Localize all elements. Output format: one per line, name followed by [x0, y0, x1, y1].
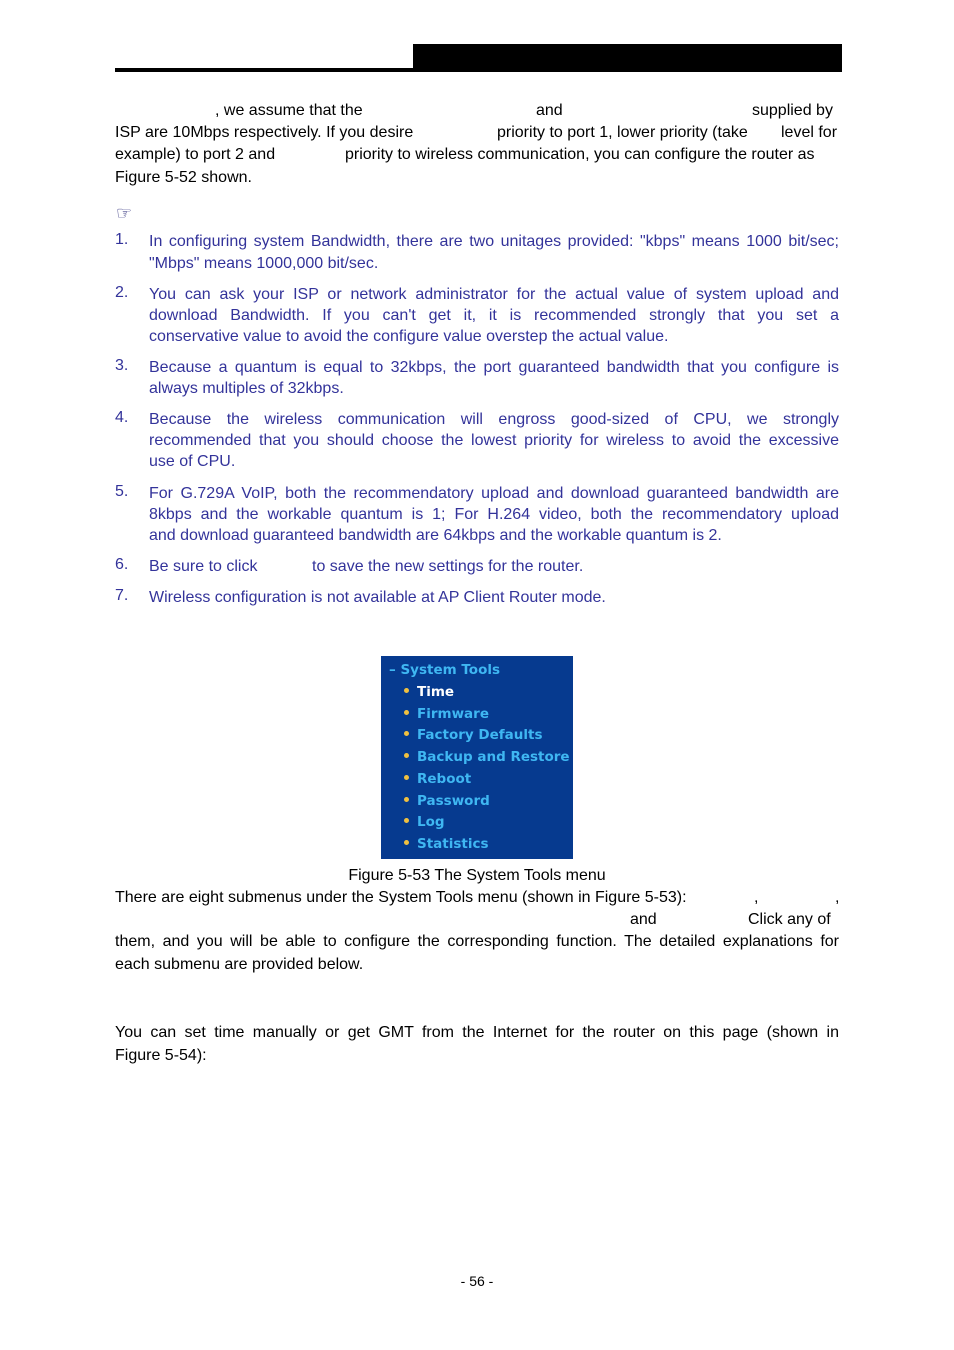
- figure-caption: Figure 5-53 The System Tools menu: [348, 867, 606, 884]
- menu-item-time[interactable]: [404, 684, 454, 700]
- intro-text: and: [536, 102, 563, 119]
- menu-item-firmware[interactable]: [404, 706, 489, 722]
- note-number: 6.: [115, 556, 129, 573]
- paragraph-text: and: [630, 911, 657, 928]
- header-bar: [413, 44, 842, 72]
- note-line: recommended that you should choose the lowest priority for wireless to avoid the excessive: [149, 432, 839, 449]
- bullet-icon: [404, 840, 409, 845]
- intro-paragraph: [115, 100, 839, 190]
- bullet-icon: [404, 775, 409, 780]
- note-line: and download guaranteed bandwidth are 64kbps and the workable quantum is 2.: [149, 527, 722, 544]
- menu-item-label: Password: [417, 793, 490, 809]
- note-line: download Bandwidth. If you can't get it, it is recommended strongly that you set a: [149, 307, 839, 324]
- note-line: Because a quantum is equal to 32kbps, the port guaranteed bandwidth that you configure is: [149, 359, 839, 376]
- note-number: 3.: [115, 357, 129, 374]
- note-line: Wireless configuration is not available at AP Client Router mode.: [149, 589, 606, 606]
- intro-text: , we assume that the: [215, 102, 363, 119]
- paragraph-text: You can set time manually or get GMT from the Internet for the router on this page (shown in: [115, 1024, 839, 1041]
- paragraph-text: Figure 5-54):: [115, 1047, 207, 1064]
- note-pointing-hand-icon: ☞: [116, 203, 133, 224]
- bullet-icon: [404, 753, 409, 758]
- paragraph-text: them, and you will be able to configure the corresponding function. The detailed explanations for: [115, 933, 839, 950]
- bullet-icon: [404, 797, 409, 802]
- note-line: Because the wireless communication will engross good-sized of CPU, we strongly: [149, 411, 839, 428]
- note-line: "Mbps" means 1000,000 bit/sec.: [149, 255, 379, 272]
- menu-item-label: Log: [417, 814, 445, 830]
- intro-text: level for: [781, 124, 838, 141]
- intro-text: example) to port 2 and: [115, 146, 276, 163]
- menu-item-factory-defaults[interactable]: [404, 727, 543, 743]
- bullet-icon: [404, 818, 409, 823]
- paragraph-text: ,: [835, 889, 840, 906]
- note-number: 4.: [115, 409, 129, 426]
- header-rule: [115, 68, 413, 72]
- note-number: 5.: [115, 483, 129, 500]
- note-line: For G.729A VoIP, both the recommendatory upload and download guaranteed bandwidth are: [149, 485, 839, 502]
- note-number: 2.: [115, 284, 129, 301]
- note-line: always multiples of 32kbps.: [149, 380, 344, 397]
- note-line: Be sure to click: [149, 558, 258, 575]
- menu-item-label: Time: [417, 684, 455, 700]
- page-number: - 56 -: [460, 1273, 494, 1289]
- menu-item-statistics[interactable]: [404, 836, 489, 852]
- note-line: to save the new settings for the router.: [312, 558, 584, 575]
- system-tools-menu: [381, 656, 573, 859]
- paragraph-text: There are eight submenus under the System Tools menu (shown in Figure 5-53):: [115, 889, 687, 906]
- menu-item-backup-and-restore[interactable]: [404, 749, 570, 765]
- paragraph-text: ,: [754, 889, 759, 906]
- menu-item-label: Backup and Restore: [417, 749, 570, 765]
- menu-item-log[interactable]: [404, 814, 445, 830]
- paragraph-text: Click any of: [748, 911, 831, 928]
- bullet-icon: [404, 710, 409, 715]
- intro-text: Figure 5-52 shown.: [115, 169, 252, 186]
- note-line: In configuring system Bandwidth, there are two unitages provided: "kbps" means 1000 bit/sec;: [149, 233, 839, 250]
- menu-item-label: Statistics: [417, 836, 489, 852]
- intro-text: priority to port 1, lower priority (take: [497, 124, 748, 141]
- note-line: conservative value to avoid the configure value overstep the actual value.: [149, 328, 669, 345]
- menu-item-label: Reboot: [417, 771, 472, 787]
- note-number: 1.: [115, 231, 129, 248]
- menu-item-label: Factory Defaults: [417, 727, 543, 743]
- note-line: use of CPU.: [149, 453, 236, 470]
- bullet-icon: [404, 688, 409, 693]
- menu-item-label: Firmware: [417, 706, 489, 722]
- menu-item-password[interactable]: [404, 793, 490, 809]
- intro-text: ISP are 10Mbps respectively. If you desire: [115, 124, 414, 141]
- intro-text: priority to wireless communication, you can configure the router as: [345, 146, 815, 163]
- bullet-icon: [404, 731, 409, 736]
- collapse-minus-icon: –: [389, 662, 396, 678]
- note-line: You can ask your ISP or network administrator for the actual value of system upload and: [149, 286, 839, 303]
- menu-title-label: System Tools: [400, 662, 501, 678]
- intro-text: supplied by: [752, 102, 833, 119]
- paragraph-text: each submenu are provided below.: [115, 956, 364, 973]
- note-number: 7.: [115, 587, 129, 604]
- submenus-paragraph: [115, 887, 839, 977]
- menu-title[interactable]: [389, 662, 500, 678]
- menu-item-reboot[interactable]: [404, 771, 471, 787]
- note-line: 8kbps and the workable quantum is 1; For H.264 video, both the recommendatory upload: [149, 506, 839, 523]
- time-paragraph: [115, 1022, 839, 1068]
